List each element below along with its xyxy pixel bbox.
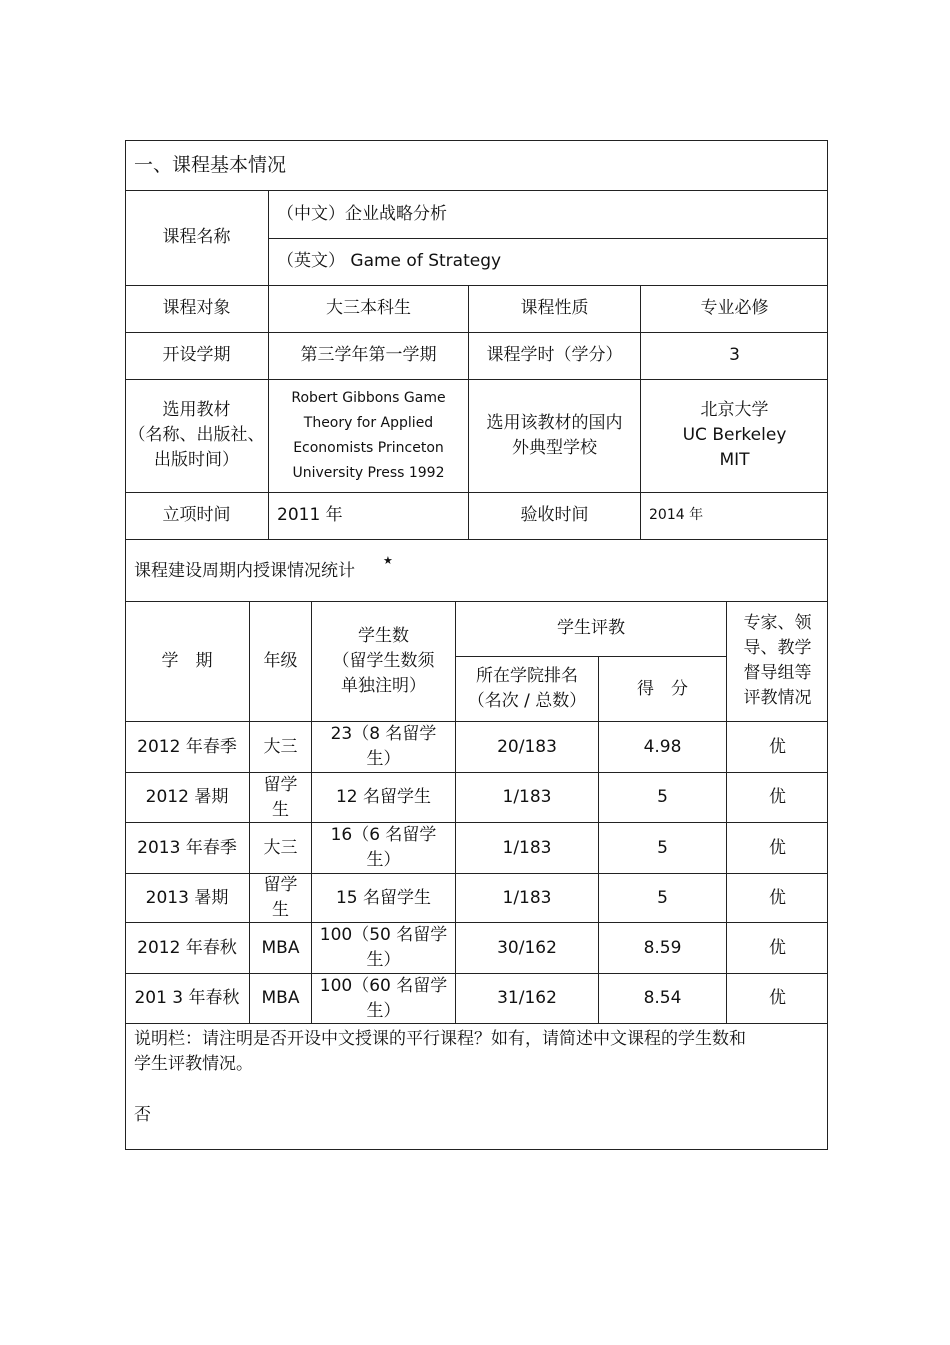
star-icon: ★ [383,554,393,567]
row-term: 2013 暑期 [145,887,229,908]
row-expert: 优 [769,787,786,807]
row-rank: 1/183 [502,887,552,908]
row-rank: 1/183 [502,787,552,807]
section-title: 一、课程基本情况 [134,154,287,176]
accept-value: 2014 年 [649,507,704,523]
header-term: 学 期 [161,650,213,671]
row-students: 15 名留学生 [335,887,432,908]
header-score: 得 分 [637,678,688,699]
header-evaluation: 学生评教 [557,618,625,638]
row-expert: 优 [769,988,786,1008]
notes-text: 说明栏：请注明是否开设中文授课的平行课程？如有，请简述中文课程的学生数和 学生评教情况。 [134,1029,746,1074]
row-students: 23（8 名留学 生） [330,724,437,769]
row-term: 201 3 年春秋 [134,988,240,1008]
row-rank: 20/183 [497,736,557,757]
accept-label: 验收时间 [520,505,589,525]
row-score: 4.98 [643,736,682,757]
header-rank: 所在学院排名 （名次 / 总数） [467,666,587,711]
nature-value: 专业必修 [700,298,769,318]
hours-value: 3 [729,345,740,365]
header-grade: 年级 [263,650,298,671]
row-expert: 优 [769,736,786,757]
hours-label: 课程学时（学分） [486,345,623,365]
row-expert: 优 [769,887,786,908]
rule [125,539,828,540]
row-grade: MBA [261,937,300,958]
row-students: 16（6 名留学 生） [330,825,437,870]
row-term: 2012 暑期 [145,787,229,807]
target-label: 课程对象 [162,298,231,318]
start-label: 立项时间 [162,505,231,525]
row-grade: MBA [261,988,300,1008]
row-term: 2013 年春季 [137,837,237,858]
row-rank: 1/183 [502,837,552,858]
header-students: 学生数 （留学生数须 单独注明） [332,625,435,696]
stats-title: 课程建设周期内授课情况统计 [134,560,355,581]
row-grade: 留学 生 [263,774,298,820]
row-students: 100（50 名留学 生） [319,925,448,970]
target-value: 大三本科生 [326,298,411,318]
row-score: 5 [657,837,668,858]
row-grade: 留学 生 [263,875,298,920]
course-name-en: （英文） Game of Strategy [277,251,502,271]
row-grade: 大三 [263,837,298,858]
row-score: 5 [657,787,668,807]
header-expert: 专家、领 导、教学 督导组等 评教情况 [743,613,812,708]
nature-label: 课程性质 [520,298,589,318]
course-name-cn: （中文）企业战略分析 [277,203,447,224]
rule [125,1023,828,1024]
row-grade: 大三 [263,736,298,757]
schools-value: 北京大学 UC Berkeley MIT [682,400,787,470]
row-students: 12 名留学生 [335,787,432,807]
course-name-label: 课程名称 [162,227,231,247]
notes-answer: 否 [134,1105,151,1125]
row-rank: 30/162 [497,937,557,958]
row-expert: 优 [769,837,786,858]
row-rank: 31/162 [497,988,557,1008]
row-score: 5 [657,887,668,908]
row-score: 8.54 [643,988,682,1008]
term-label: 开设学期 [162,345,231,365]
row-term: 2012 年春季 [137,736,237,757]
start-value: 2011 年 [277,505,343,525]
row-students: 100（60 名留学 生） [319,975,448,1021]
textbook-value: Robert Gibbons Game Theory for Applied Economists Princeton University Press 1992 [291,389,446,481]
row-term: 2012 年春秋 [137,937,237,958]
textbook-label: 选用教材 （名称、出版社、 出版时间） [128,400,265,470]
row-score: 8.59 [643,937,682,958]
schools-label: 选用该教材的国内 外典型学校 [486,412,623,458]
term-value: 第三学年第一学期 [300,345,437,365]
row-expert: 优 [769,937,786,958]
